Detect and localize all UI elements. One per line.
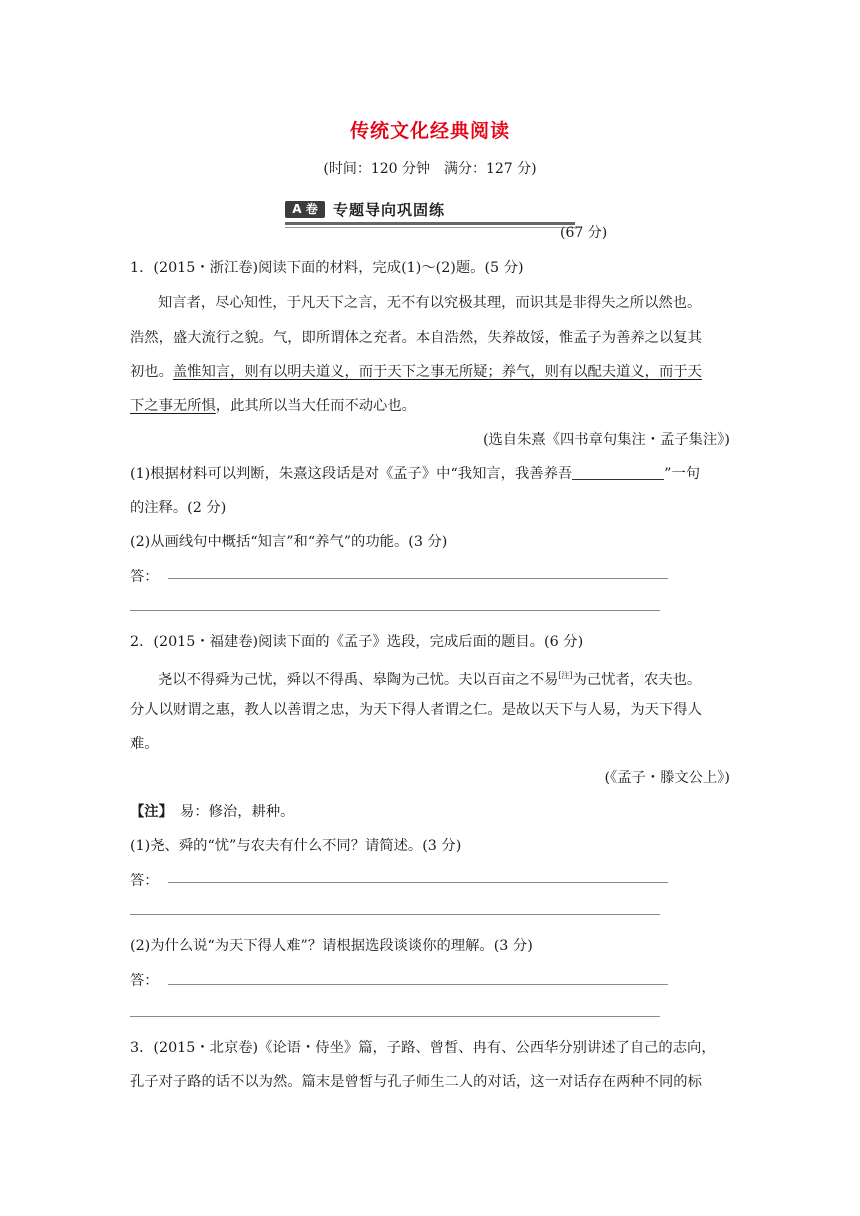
q1-passage-line: 浩然，盛大流行之貌。气，即所谓体之充者。本自浩然，失养故馁，惟孟子为善养之以复其 [130,330,702,346]
q1-source: (选自朱熹《四书章句集注・孟子集注》) [482,432,730,448]
answer-line[interactable] [168,882,668,883]
q2-source: (《孟子・滕文公上》) [604,770,730,786]
answer-line[interactable] [168,578,668,579]
section-banner [285,200,575,234]
q1-passage-line: 知言者，尽心知性，于凡天下之言，无不有以究极其理，而识其是非得失之所以然也。 [158,295,702,311]
page-title: 传统文化经典阅读 [349,120,510,142]
answer-line[interactable] [130,914,660,915]
exam-info: (时间：120 分钟 满分：127 分) [323,161,537,177]
answer-line[interactable] [130,610,660,611]
q1-sub1 [130,464,730,484]
q2-stem: 2．(2015・福建卷)阅读下面的《孟子》选段，完成后面的题目。(6 分) [130,634,584,650]
q1-passage-line [130,396,730,416]
note-text: 易：修治，耕种。 [180,804,295,820]
q2-passage-line: 分人以财谓之惠，教人以善谓之忠，为天下得人者谓之仁。是故以天下与人易，为天下得人 [130,702,702,718]
q3-stem-line: 孔子对子路的话不以为然。篇末是曾皙与孔子师生二人的对话，这一对话存在两种不同的标 [130,1074,702,1090]
q3-stem-line: 3．(2015・北京卷)《论语・侍坐》篇，子路、曾皙、冉有、公西华分别讲述了自己的志向， [130,1040,716,1056]
answer-label: 答： [130,973,159,989]
q2-passage-line: 难。 [130,736,159,752]
q1-passage-text: 初也。 [130,364,173,380]
q1-passage-text: ，此其所以当大任而不动心也。 [215,398,416,414]
q1-underlined-sentence: 盖惟知言，则有以明夫道义，而于天下之事无所疑；养气，则有以配夫道义，而于天 [172,364,702,380]
section-title: 专题导向巩固练 [333,201,446,219]
answer-label: 答： [130,873,159,889]
note-marker: [注] [558,671,573,680]
answer-line[interactable] [168,984,668,985]
q1-sub1-text: (1)根据材料可以判断，朱熹这段话是对《孟子》中“我知言，我善养吾 [130,466,573,482]
q1-sub1-cont: 的注释。(2 分) [130,500,227,516]
q1-passage-line [130,362,730,382]
answer-line[interactable] [130,1016,660,1017]
note-label: 【注】 [130,804,166,820]
section-rule [285,222,575,225]
fill-blank[interactable] [572,465,664,480]
q2-passage-text: 为己忧者，农夫也。 [572,672,702,688]
section-badge: A 卷 [285,201,325,218]
q2-passage-line [158,666,730,690]
q2-note [130,802,730,822]
q1-sub2: (2)从画线句中概括“知言”和“养气”的功能。(3 分) [130,534,448,550]
section-score: (67 分) [560,225,608,241]
section-rule-thin [285,227,575,228]
q1-sub1-text: ”一句 [664,466,701,482]
answer-label: 答： [130,569,159,585]
q2-sub2: (2)为什么说“为天下得人难”？请根据选段谈谈你的理解。(3 分) [130,938,533,954]
q2-sub1: (1)尧、舜的“忧”与农夫有什么不同？请简述。(3 分) [130,838,462,854]
q1-stem: 1．(2015・浙江卷)阅读下面的材料，完成(1)～(2)题。(5 分) [130,260,524,276]
q1-underlined-sentence: 下之事无所惧 [130,398,216,414]
q2-passage-text: 尧以不得舜为己忧，舜以不得禹、皋陶为己忧。夫以百亩之不易 [158,672,559,688]
